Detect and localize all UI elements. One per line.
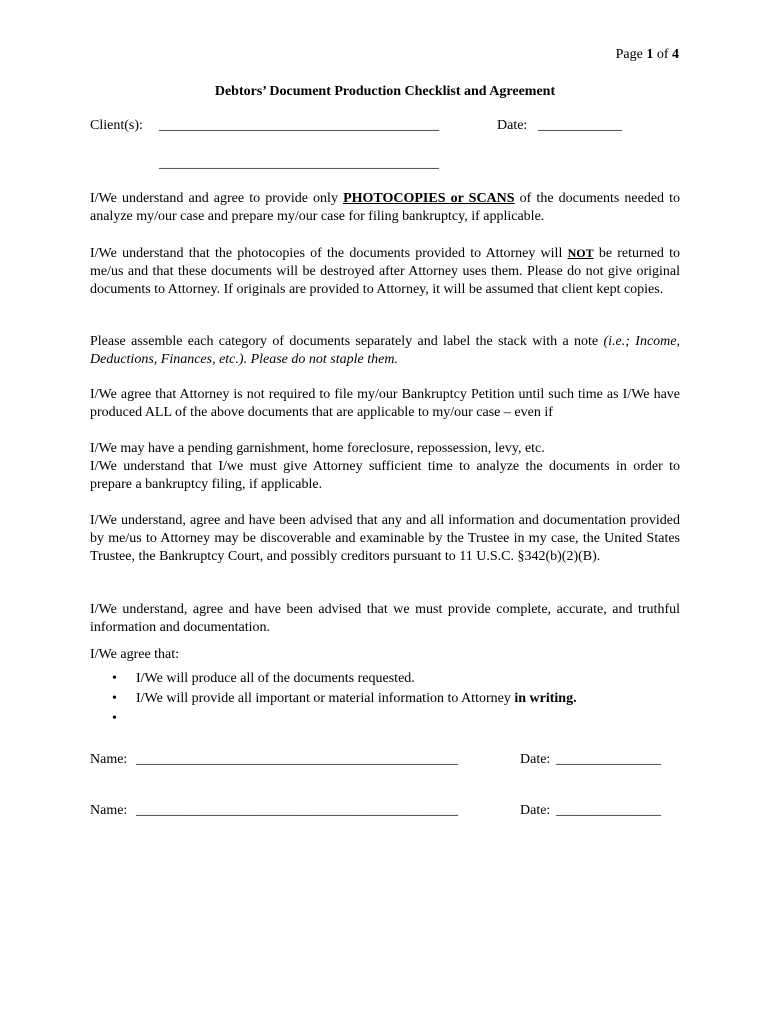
- signature2-name-label: Name:: [90, 803, 128, 818]
- agree-intro: I/We agree that:: [90, 647, 180, 662]
- bullet-icon: •: [112, 711, 117, 726]
- list-item: • I/We will provide all important or material information to Attorney in writing.: [112, 689, 680, 709]
- signature1-name-line[interactable]: ______________________________________________: [136, 752, 458, 767]
- signature1-date-label: Date:: [520, 752, 551, 767]
- bullet-icon: •: [112, 691, 117, 706]
- paragraph-garnishment: [90, 440, 680, 494]
- paragraph-truthful: I/We understand, agree and have been advised that we must provide complete, accurate, and truthful information and documentation.: [90, 602, 680, 635]
- page-current: 1: [646, 47, 654, 62]
- paragraph-photocopies: I/We understand and agree to provide only PHOTOCOPIES or SCANS of the documents needed to analyze my/our case and prepare my/our case for filing bankruptcy, if applicable.: [90, 191, 681, 224]
- clients-blank-line[interactable]: ________________________________________: [159, 118, 439, 133]
- date-blank-line[interactable]: ____________: [538, 118, 622, 133]
- page-of: of: [656, 47, 669, 62]
- paragraph-not-required: I/We agree that Attorney is not required to file my/our Bankruptcy Petition until such time as I/We have produced ALL of the above documents that are applicable to my/our case – even if: [90, 387, 680, 420]
- list-item: • I/We will produce all of the documents requested.: [112, 669, 680, 689]
- date-label: Date:: [497, 118, 528, 133]
- list-item: [112, 709, 680, 729]
- page-total: 4: [672, 47, 679, 62]
- paragraph-not-returned: I/We understand that the photocopies of the documents provided to Attorney will NOT be returned to me/us and that these documents will be destroyed after Attorney uses them. Please do not give original documents to Attorney. If originals are provided to Attorney, it will be assumed that client kept copies.: [90, 246, 681, 297]
- sufficient-time-line: I/We understand that I/we must give Attorney sufficient time to analyze the documents in order to prepare a bankruptcy filing, if applicable.: [90, 459, 680, 492]
- emphasis-not: NOT: [567, 246, 594, 260]
- garnishment-line: I/We may have a pending garnishment, home foreclosure, repossession, levy, etc.: [90, 441, 545, 456]
- document-title: Debtors’ Document Production Checklist and Agreement: [214, 84, 556, 99]
- paragraph-discoverable: I/We understand, agree and have been advised that any and all information and documentation provided by me/us to Attorney may be discoverable and examinable by the Trustee in my case, the United States Trustee, the Bankruptcy Court, and possibly creditors pursuant to 11 U.S.C. §342(b)(2)(B).: [90, 513, 680, 564]
- clients-second-blank-line[interactable]: ________________________________________: [159, 156, 439, 171]
- paragraph-assemble: Please assemble each category of documents separately and label the stack with a note (i.e.; Income, Deductions, Finances, etc.). Please do not staple them.: [90, 334, 680, 367]
- signature1-name-label: Name:: [90, 752, 128, 767]
- emphasis-photocopies: PHOTOCOPIES or SCANS: [343, 191, 515, 206]
- agreement-list: [112, 669, 680, 729]
- italic-note: (i.e.; Income, Deductions, Finances, etc.). Please do not staple them.: [90, 334, 680, 367]
- page-label: Page: [615, 47, 643, 62]
- signature2-date-label: Date:: [520, 803, 551, 818]
- page-number: [616, 47, 679, 63]
- bullet-icon: •: [112, 671, 117, 686]
- signature1-date-line[interactable]: _______________: [556, 752, 661, 767]
- clients-label: Client(s):: [90, 118, 143, 133]
- signature2-date-line[interactable]: _______________: [556, 803, 661, 818]
- signature2-name-line[interactable]: ______________________________________________: [136, 803, 458, 818]
